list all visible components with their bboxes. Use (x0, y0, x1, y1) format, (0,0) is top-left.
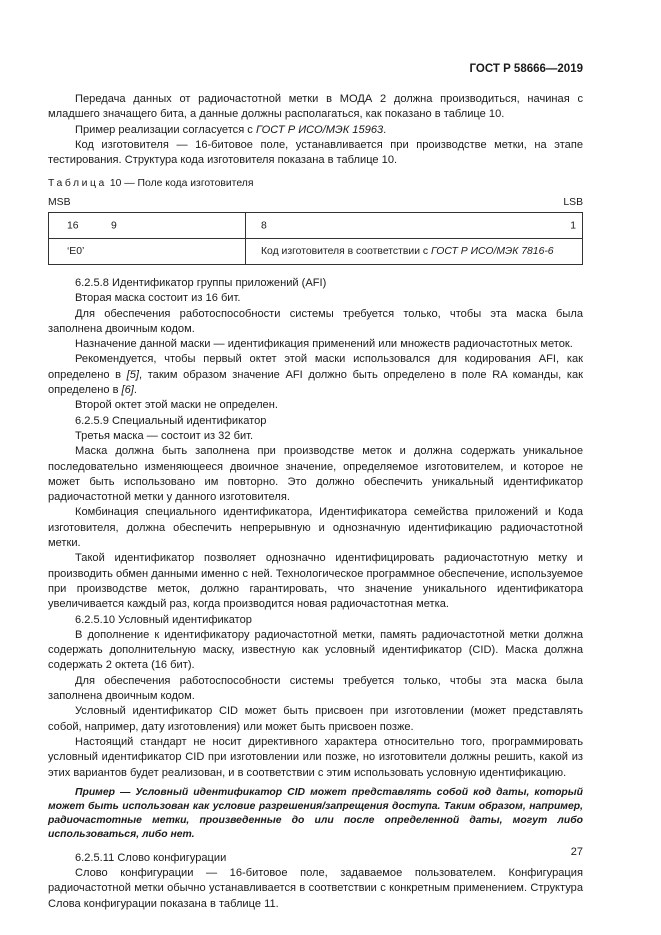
paragraph: Такой идентификатор позволяет однозначно идентифицировать радиочастотную метку и производить обмен данными именно с ней. Технологическое программное обеспечение, используемое при производстве меток, должно гарантировать, что значение уникального идентификатора увеличивается каждый раз, когда производится новая радиочастотная метка. (48, 552, 583, 611)
paragraph: Назначение данной маски — идентификация применений или множеств радиочастотных меток. (75, 338, 573, 351)
paragraph: Маска должна быть заполнена при производстве меток и должна содержать уникальное последовательно изменяющееся двоичное значение, определяемое изготовителем, и которое не может быть использовано им повторно. Это должно обеспечить уникальный идентификатор радиочастотной метки у данного изготовителя. (48, 445, 583, 504)
paragraph: Передача данных от радиочастотной метки в МОДА 2 должна производиться, начиная с младшего значащего бита, а данные должны располагаться, как показано в таблице 10. (48, 93, 583, 121)
table-row (49, 213, 583, 239)
section-heading: 6.2.5.10 Условный идентификатор (75, 613, 252, 626)
table-cell: ‘E0’ (49, 239, 246, 265)
section-heading: 6.2.5.8 Идентификатор группы приложений (AFI) (75, 277, 327, 289)
main-body (48, 276, 583, 912)
table-row (49, 239, 583, 265)
paragraph: Для обеспечения работоспособности системы требуется только, чтобы эта маска была заполнена двоичным кодом. (48, 307, 583, 335)
intro-block (48, 92, 583, 168)
paragraph: Комбинация специального идентификатора, Идентификатора семейства приложений и Кода изготовителя, должна обеспечить непрерывную и однозначную идентификацию радиочастотной метки. (48, 506, 583, 550)
document-id: ГОСТ Р 58666—2019 (469, 63, 583, 75)
page-number: 27 (570, 846, 583, 858)
paragraph: Для обеспечения работоспособности системы требуется только, чтобы эта маска была заполнена двоичным кодом. (48, 674, 583, 703)
table-cell: Код изготовителя в соответствии с ГОСТ Р ИСО/МЭК 7816-6 (246, 239, 583, 265)
example-note: Пример — Условный идентификатор CID может представлять собой код даты, который может быть использован как условие разрешения/запрещения доступа. Таким образом, например, радиочастотные метки, произведенные до или после определенной даты, могут либо использоваться, либо нет. (48, 786, 583, 840)
paragraph: Условный идентификатор CID может быть присвоен при изготовлении (может представлять собой, например, дату изготовления) или может быть присвоен позже. (48, 705, 583, 733)
paragraph: Рекомендуется, чтобы первый октет этой маски использовался для кодирования AFI, как определено в [5], таким образом значение AFI должно быть определено в поле RA команды, как определено в [6]. (48, 353, 583, 397)
msb-label: MSB (48, 197, 71, 208)
paragraph: Второй октет этой маски не определен. (75, 399, 278, 412)
standard-reference: ГОСТ Р ИСО/МЭК 15963 (255, 123, 384, 136)
bit-range-cell: 16 9 (49, 213, 246, 239)
paragraph: Настоящий стандарт не носит директивного характера относительно того, программировать условный идентификатор CID при изготовлении или позже, но изготовители должны решить, какой из этих вариантов будет реализован, и в соответствии с этим использовать условную идентификацию. (48, 735, 583, 779)
bit-range-cell: 8 1 (246, 213, 583, 239)
paragraph: Код изготовителя — 16-битовое поле, устанавливается при производстве метки, на этапе тестирования. Структура кода изготовителя показана в таблице 10. (48, 138, 583, 167)
paragraph: Третья маска — состоит из 32 бит. (75, 429, 254, 442)
section-heading: 6.2.5.11 Слово конфигурации (75, 851, 227, 864)
paragraph: В дополнение к идентификатору радиочастотной метки, память радиочастотной метки должна содержать дополнительную маску, известную как условный идентификатор (CID). Маска должна содержать 2 октета (16 бит). (48, 628, 583, 672)
table-caption: Таблица 10 — Поле кода изготовителя (48, 178, 254, 189)
lsb-label: LSB (563, 197, 583, 208)
manufacturer-code-table (48, 212, 583, 265)
paragraph: Вторая маска состоит из 16 бит. (75, 292, 241, 305)
section-heading: 6.2.5.9 Специальный идентификатор (75, 414, 267, 427)
paragraph: Пример реализации согласуется с ГОСТ Р ИСО/МЭК 15963. (75, 123, 387, 136)
paragraph: Слово конфигурации — 16-битовое поле, задаваемое пользователем. Конфигурация радиочастотной метки обычно устанавливается в соответствии с конкретным применением. Структура Слова конфигурации показана в таблице 11. (48, 867, 583, 910)
